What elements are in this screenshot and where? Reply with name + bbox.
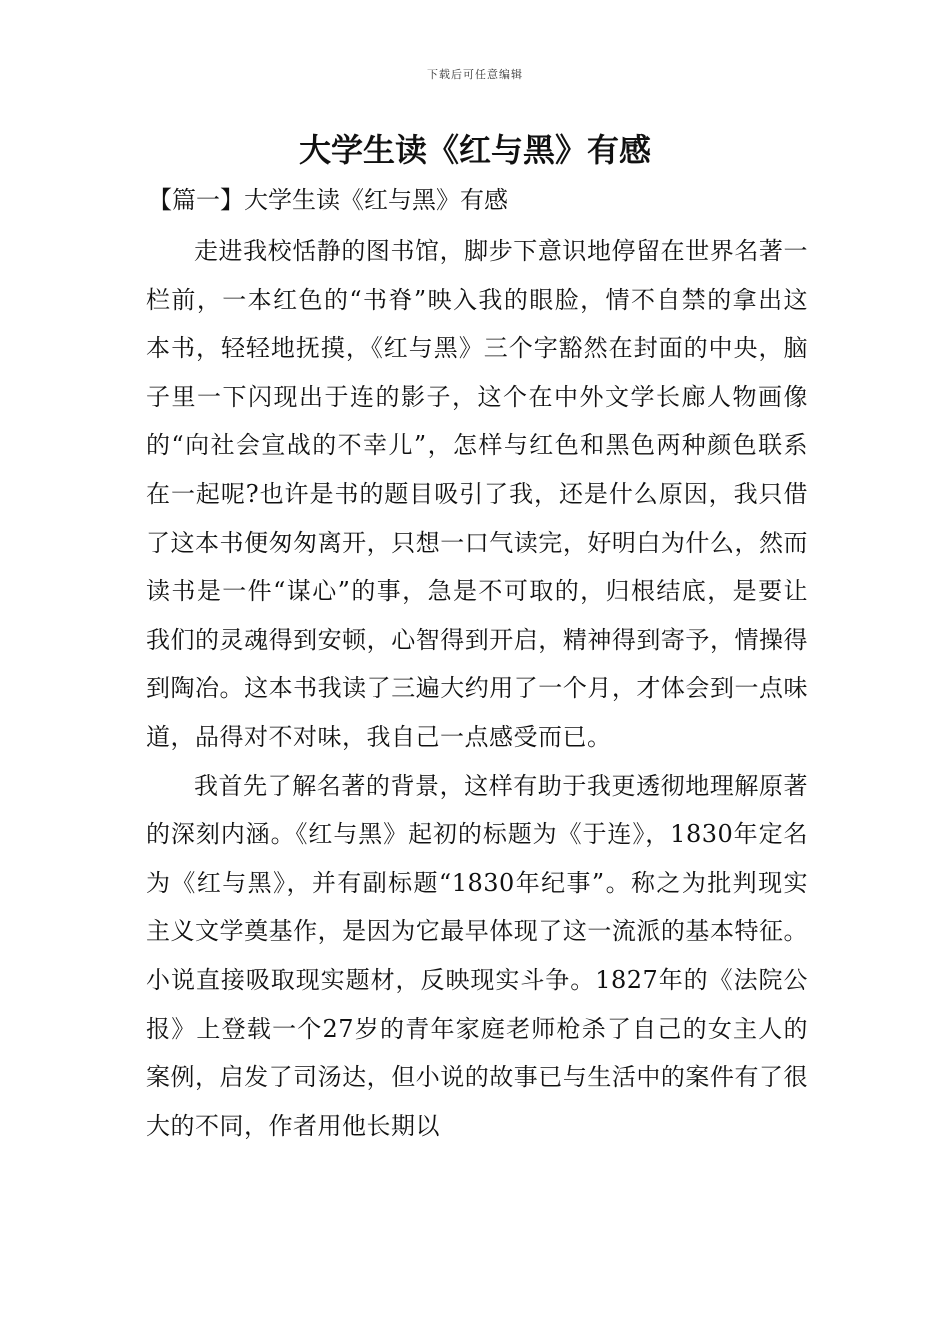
document-body xyxy=(146,227,808,1150)
document-title: 大学生读《红与黑》有感 xyxy=(298,131,651,169)
paragraph-1: 走进我校恬静的图书馆，脚步下意识地停留在世界名著一栏前，一本红色的“书脊”映入我的眼脸，情不自禁的拿出这本书，轻轻地抚摸，《红与黑》三个字豁然在封面的中央，脑子里一下闪现出于连的影子，这个在中外文学长廊人物画像的“向社会宣战的不幸儿”，怎样与红色和黑色两种颜色联系在一起呢?也许是书的题目吸引了我，还是什么原因，我只借了这本书便匆匆离开，只想一口气读完，好明白为什么，然而读书是一件“谋心”的事，急是不可取的，归根结底，是要让我们的灵魂得到安顿，心智得到开启，精神得到寄予，情操得到陶冶。这本书我读了三遍大约用了一个月，才体会到一点味道，品得对不对味，我自己一点感受而已。 xyxy=(146,237,808,751)
paragraph-2: 我首先了解名著的背景，这样有助于我更透彻地理解原著的深刻内涵。《红与黑》起初的标题为《于连》，1830年定名为《红与黑》，并有副标题“1830年纪事”。称之为批判现实主义文学奠基作，是因为它最早体现了这一流派的基本特征。小说直接吸取现实题材，反映现实斗争。1827年的《法院公报》上登载一个27岁的青年家庭老师枪杀了自己的女主人的案例，启发了司汤达，但小说的故事已与生活中的案件有了很大的不同，作者用他长期以 xyxy=(146,771,808,1140)
section-heading: 【篇一】大学生读《红与黑》有感 xyxy=(148,186,508,214)
header-note: 下载后可任意编辑 xyxy=(427,68,523,81)
